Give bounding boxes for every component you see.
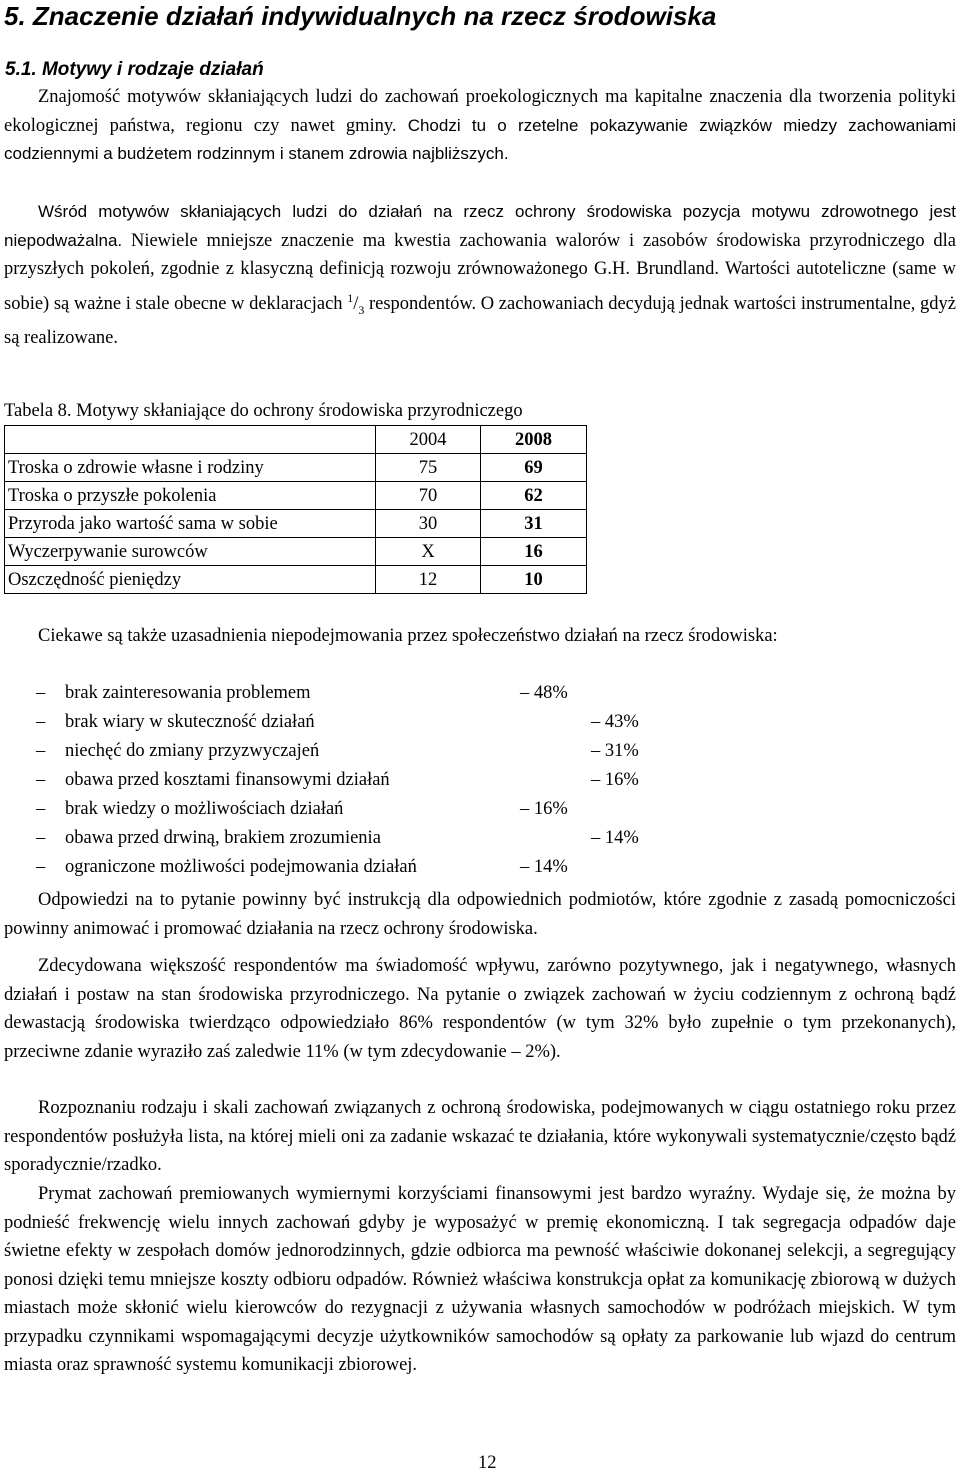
table-row [5, 510, 587, 538]
table-cell-2004: 12 [376, 566, 481, 594]
intro-p2-text-b: Wartości autoteliczne (same w sobie) są ważne i stale obecne w deklaracjach [4, 259, 956, 314]
fraction-numerator: 1 [347, 290, 354, 305]
list-item-label: brak zainteresowania problemem [65, 683, 311, 703]
dash-bullet: – [36, 828, 46, 848]
dash-bullet: – [36, 683, 46, 703]
list-item-label: niechęć do zmiany przyzwyczajeń [65, 741, 320, 761]
list-item-value: – 14% [520, 857, 568, 877]
list-item-label: brak wiedzy o możliwościach działań [65, 799, 344, 819]
intro-p1-sans-text: Chodzi tu o rzetelne pokazywanie związków miedzy zachowaniami codziennymi a budżetem rodzinnym i stanem zdrowia najbliższych. [4, 115, 957, 163]
list-item-value: – 48% [520, 683, 568, 703]
table-row [5, 538, 587, 566]
table-caption: Tabela 8. Motywy skłaniające do ochrony środowiska przyrodniczego [4, 401, 523, 421]
dash-bullet: – [36, 799, 46, 819]
list-item-value: – 31% [591, 741, 639, 761]
motives-table [4, 425, 587, 594]
list-item-label: obawa przed kosztami finansowymi działań [65, 770, 390, 790]
list-item-value: – 16% [520, 799, 568, 819]
list-item-label: brak wiary w skuteczność działań [65, 712, 315, 732]
table-header-empty [5, 426, 376, 454]
body-paragraph-3: Rozpoznaniu rodzaju i skali zachowań związanych z ochroną środowiska, podejmowanych w ciągu ostatniego roku przez respondentów posłużyła lista, na której mieli oni za zadanie wskazać te działania, które wykonywali systematycznie/często bądź sporadycznie/rzadko. [4, 1098, 956, 1175]
table-cell-2008: 69 [481, 454, 587, 482]
table-cell-2008: 31 [481, 510, 587, 538]
dash-bullet: – [36, 857, 46, 877]
fraction-denominator: 3 [358, 302, 365, 317]
list-item-label: obawa przed drwiną, brakiem zrozumienia [65, 828, 381, 848]
list-item-label: ograniczone możliwości podejmowania działań [65, 857, 417, 877]
table-row [5, 482, 587, 510]
intro-p1-text: Znajomość motywów skłaniających ludzi do zachowań proekologicznych ma kapitalne znaczenia dla tworzenia polityki ekologicznej państwa, regionu czy nawet gminy. [4, 87, 956, 136]
table-cell-2004: 70 [376, 482, 481, 510]
table-header-2008: 2008 [481, 426, 587, 454]
list-item-value: – 16% [591, 770, 639, 790]
subsection-heading: 5.1. Motywy i rodzaje działań [5, 59, 264, 80]
table-cell-2008: 10 [481, 566, 587, 594]
table-cell-2004: 30 [376, 510, 481, 538]
intro-paragraph-2: Wśród motywów skłaniających ludzi do działań na rzecz ochrony środowiska pozycja motywu zdrowotnego jest niepodważalna. Niewiele mniejsze znaczenie ma kwestia zachowania walorów i zasobów środowiska przyrodniczego dla przyszłych pokoleń, zgodnie z klasyczną definicją rozwoju zrównoważonego G.H. Brundland. Wartości autoteliczne (same w sobie) są ważne i stale obecne w deklaracjach $^1/_3$ respondentów. O zachowaniach decydują jednak wartości instrumentalne, gdyż są realizowane. [4, 202, 957, 348]
list-item-value: – 14% [591, 828, 639, 848]
table-header-2004: 2004 [376, 426, 481, 454]
body-paragraph-2: Zdecydowana większość respondentów ma świadomość wpływu, zarówno pozytywnego, jak i negatywnego, własnych działań i postaw na stan środowiska przyrodniczego. Na pytanie o związek zachowań w życiu codziennym z ochroną bądź dewastacją środowiska twierdząco odpowiedziało 86% respondentów (w tym 32% było zupełnie o tym przekonanych), przeciwne zdanie wyraziło zaś zaledwie 11% (w tym zdecydowanie – 2%). [4, 956, 956, 1062]
table-cell-2004: 75 [376, 454, 481, 482]
intro-p2-text-a: Niewiele mniejsze znaczenie ma kwestia zachowania walorów i zasobów środowiska przyrodniczego dla przyszłych pokoleń, zgodnie z klasyczną definicją rozwoju zrównoważonego G.H. Brundland. [4, 230, 957, 279]
table-row [5, 454, 587, 482]
table-row-label: Troska o zdrowie własne i rodziny [5, 454, 376, 482]
table-cell-2008: 62 [481, 482, 587, 510]
intro-p2-sans-text: Wśród motywów skłaniających ludzi do działań na rzecz ochrony środowiska pozycja motywu zdrowotnego jest niepodważalna. [4, 202, 956, 250]
intro-p2-text-c: respondentów. O zachowaniach decydują jednak wartości instrumentalne, gdyż są realizowane. [4, 293, 957, 348]
section-heading: 5. Znaczenie działań indywidualnych na rzecz środowiska [4, 1, 717, 31]
table-row-label: Przyroda jako wartość sama w sobie [5, 510, 376, 538]
table-row [5, 566, 587, 594]
table-cell-2004: X [376, 538, 481, 566]
dash-bullet: – [36, 770, 46, 790]
page-number: 12 [478, 1453, 497, 1473]
body-paragraph-1: Odpowiedzi na to pytanie powinny być instrukcją dla odpowiednich podmiotów, które zgodnie z zasadą pomocniczości powinny animować i promować działania na rzecz ochrony środowiska. [4, 890, 956, 939]
intro-paragraph-1 [4, 83, 956, 169]
body-paragraph-4: Prymat zachowań premiowanych wymiernymi korzyściami finansowymi jest bardzo wyraźny. Wydaje się, że można by podnieść frekwencję wielu innych zachowań gdyby je wyposażyć w premię ekonomiczną. I tak segregacja odpadów daje świetne efekty w zespołach domów jednorodzinnych, gdzie odbiorca ma pewność właściwie dokonanej selekcji, a segregujący ponosi dzięki temu mniejsze koszty odbioru odpadów. Również właściwa konstrukcja opłat za komunikację zbiorową w dużych miastach może skłonić wielu kierowców do rezygnacji z używania własnych samochodów w podróżach miejskich. W tym przypadku czynnikami wspomagającymi decyzje użytkowników samochodów są opłaty za parkowanie lub wjazd do centrum miasta oraz sprawność systemu komunikacji zbiorowej. [4, 1184, 956, 1375]
dash-bullet: – [36, 712, 46, 732]
list-item-value: – 43% [591, 712, 639, 732]
table-row-label: Oszczędność pieniędzy [5, 566, 376, 594]
table-row-label: Troska o przyszłe pokolenia [5, 482, 376, 510]
table-row-label: Wyczerpywanie surowców [5, 538, 376, 566]
dash-bullet: – [36, 741, 46, 761]
reasons-intro: Ciekawe są także uzasadnienia niepodejmowania przez społeczeństwo działań na rzecz środowiska: [38, 626, 778, 646]
table-header-row [5, 426, 587, 454]
table-cell-2008: 16 [481, 538, 587, 566]
